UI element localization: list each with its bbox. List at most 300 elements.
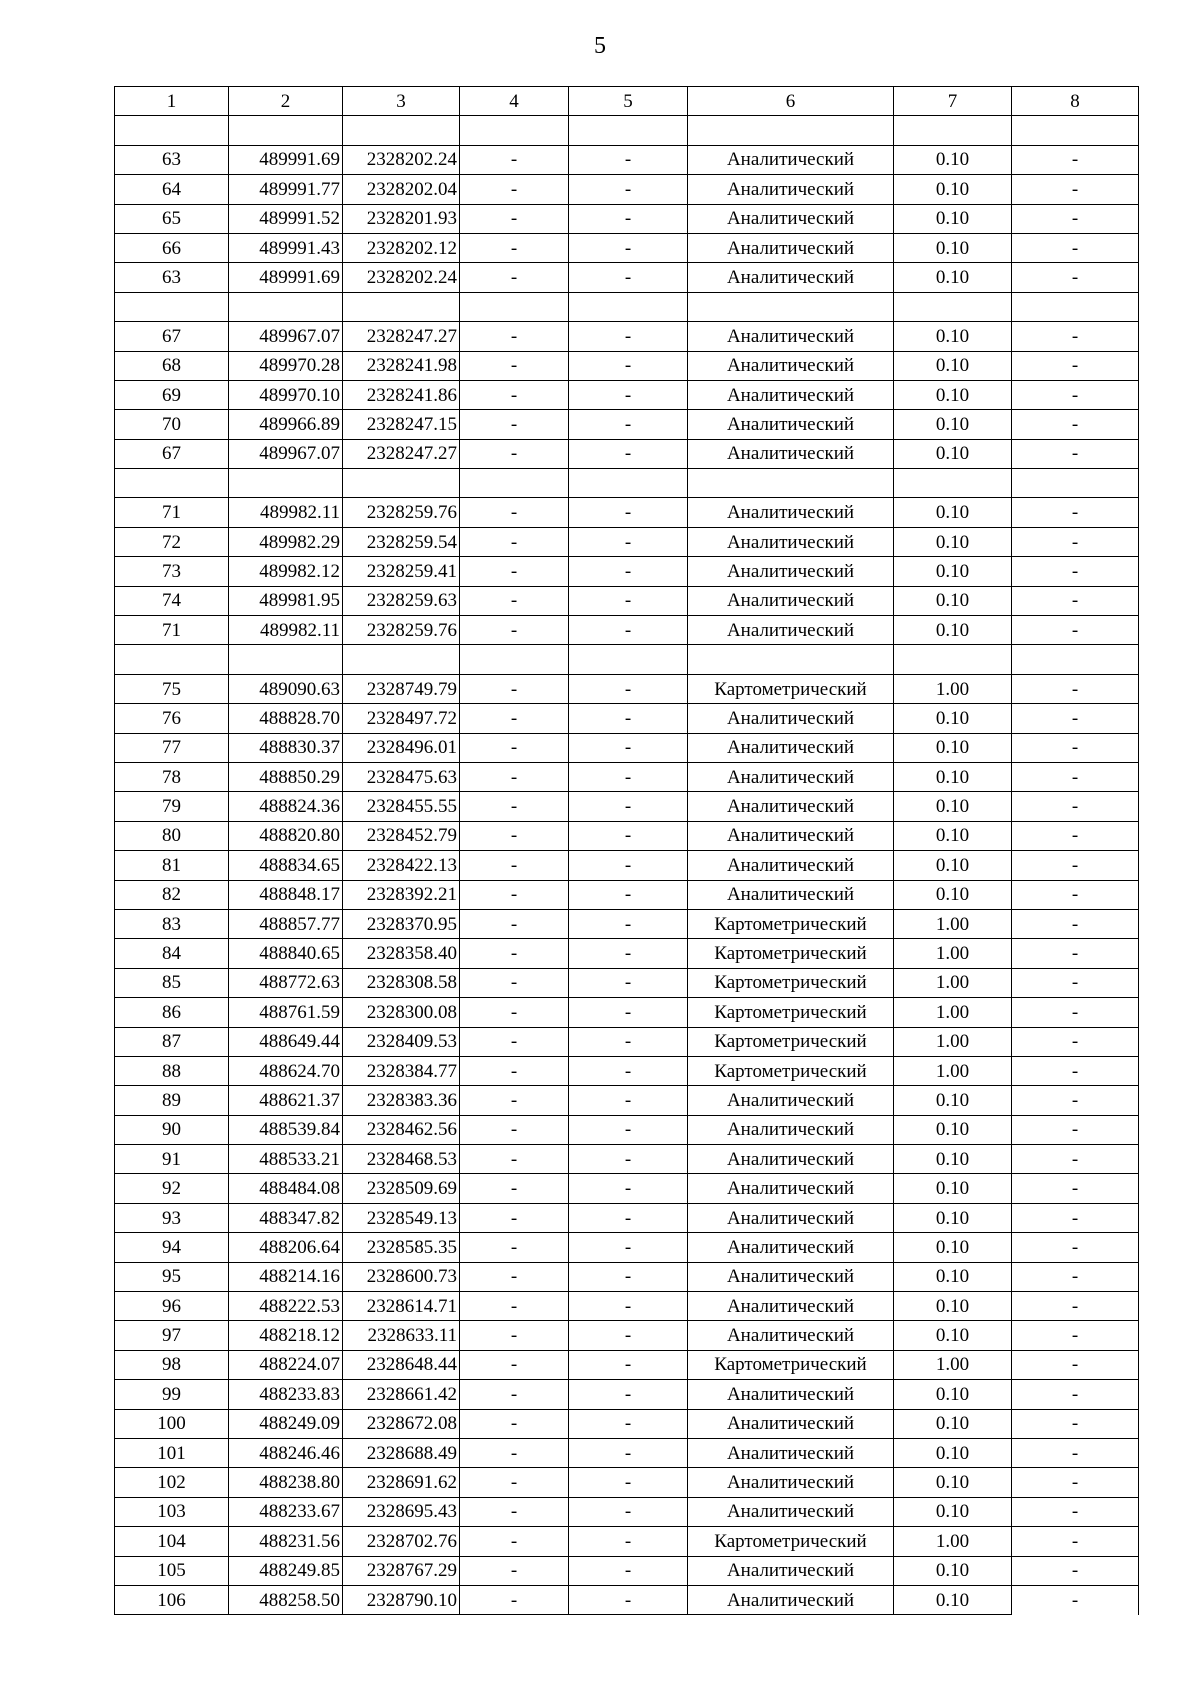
table-cell [115,116,229,145]
table-row [115,263,1139,292]
table-cell: 2328259.41 [343,557,460,586]
table-cell: 489991.52 [229,204,343,233]
table-cell [688,116,894,145]
table-row [115,204,1139,233]
table-cell [460,116,569,145]
table-cell: 488238.80 [229,1468,343,1497]
table-cell: 0.10 [894,233,1012,262]
table-cell: 0.10 [894,1233,1012,1262]
table-cell: 0.10 [894,175,1012,204]
table-cell: Аналитический [688,1321,894,1350]
table-cell: - [569,586,688,615]
table-row [115,704,1139,733]
table-row [115,1527,1139,1556]
table-cell: 100 [115,1409,229,1438]
table-row [115,439,1139,468]
table-row [115,1233,1139,1262]
table-row [115,1145,1139,1174]
table-cell: 489991.69 [229,145,343,174]
table-row [115,586,1139,615]
table-cell: - [460,263,569,292]
table-cell: 488624.70 [229,1056,343,1085]
table-cell: - [460,821,569,850]
table-cell: Аналитический [688,1468,894,1497]
table-cell: 2328767.29 [343,1556,460,1585]
table-cell: - [1012,1292,1139,1321]
table-cell: - [1012,1438,1139,1467]
table-cell: - [569,175,688,204]
table-cell: 97 [115,1321,229,1350]
table-row [115,351,1139,380]
column-header: 8 [1012,87,1139,116]
table-cell: - [1012,1262,1139,1291]
table-cell [115,645,229,674]
table-cell: 489970.10 [229,380,343,409]
table-cell: 63 [115,263,229,292]
column-header: 3 [343,87,460,116]
table-cell: 1.00 [894,1527,1012,1556]
table-cell: - [569,204,688,233]
table-cell: 1.00 [894,939,1012,968]
table-cell: 488214.16 [229,1262,343,1291]
table-cell: Аналитический [688,410,894,439]
table-cell: 101 [115,1438,229,1467]
table-cell: 0.10 [894,1174,1012,1203]
table-cell: Аналитический [688,1233,894,1262]
table-cell: - [460,674,569,703]
table-cell [115,469,229,498]
table-cell: 488246.46 [229,1438,343,1467]
table-cell: - [460,1262,569,1291]
column-header: 2 [229,87,343,116]
table-cell: 96 [115,1292,229,1321]
table-cell [1012,645,1139,674]
table-cell: 2328688.49 [343,1438,460,1467]
table-cell: - [1012,1203,1139,1232]
table-cell: 71 [115,498,229,527]
table-cell [1012,116,1139,145]
table-row [115,733,1139,762]
table-cell: 68 [115,351,229,380]
table-cell: - [460,322,569,351]
table-cell: - [569,909,688,938]
table-cell: Аналитический [688,1497,894,1526]
table-cell: Аналитический [688,821,894,850]
table-cell: 0.10 [894,1380,1012,1409]
table-row [115,498,1139,527]
table-cell: - [460,939,569,968]
table-cell: 1.00 [894,998,1012,1027]
table-cell: - [1012,410,1139,439]
table-cell: - [1012,1350,1139,1379]
table-cell: 0.10 [894,1556,1012,1585]
table-cell: - [460,1468,569,1497]
table-cell: - [569,351,688,380]
table-cell: - [569,733,688,762]
table-cell: Картометрический [688,1027,894,1056]
table-cell: - [1012,1585,1139,1614]
table-cell: Аналитический [688,233,894,262]
table-cell: 83 [115,909,229,938]
table-cell: - [569,1497,688,1526]
table-cell: 0.10 [894,527,1012,556]
table-cell: 105 [115,1556,229,1585]
table-row [115,821,1139,850]
table-row [115,410,1139,439]
table-cell: 74 [115,586,229,615]
table-cell: 2328509.69 [343,1174,460,1203]
table-cell: 488233.83 [229,1380,343,1409]
table-cell: 2328358.40 [343,939,460,968]
table-cell: - [460,351,569,380]
table-cell: 0.10 [894,1438,1012,1467]
table-cell: - [460,1203,569,1232]
table-row [115,175,1139,204]
table-cell: - [569,1262,688,1291]
table-cell: - [569,557,688,586]
table-row [115,1321,1139,1350]
table-cell: - [569,1056,688,1085]
table-cell: 2328247.27 [343,439,460,468]
column-header: 4 [460,87,569,116]
table-cell: 2328422.13 [343,851,460,880]
table-cell: 2328247.27 [343,322,460,351]
table-cell: 0.10 [894,1585,1012,1614]
table-cell [688,292,894,321]
table-cell [229,645,343,674]
table-cell: - [1012,439,1139,468]
table-cell: - [569,1556,688,1585]
table-cell: - [1012,586,1139,615]
table-cell: 1.00 [894,1350,1012,1379]
table-cell: - [1012,968,1139,997]
column-header: 7 [894,87,1012,116]
table-cell: Аналитический [688,1409,894,1438]
table-cell: - [569,1027,688,1056]
table-cell: - [569,968,688,997]
table-cell [569,645,688,674]
table-cell: - [1012,322,1139,351]
table-cell: - [1012,1468,1139,1497]
table-cell: Картометрический [688,968,894,997]
table-cell: 488218.12 [229,1321,343,1350]
table-cell [343,292,460,321]
table-cell: Картометрический [688,998,894,1027]
table-row [115,1409,1139,1438]
table-cell: 2328202.24 [343,145,460,174]
table-cell: 489982.29 [229,527,343,556]
table-cell: 0.10 [894,1292,1012,1321]
table-cell: - [460,616,569,645]
table-cell: 2328452.79 [343,821,460,850]
table-cell: 82 [115,880,229,909]
table-cell: 488258.50 [229,1585,343,1614]
table-cell: - [1012,1145,1139,1174]
table-row-empty [115,292,1139,321]
table-cell: - [460,175,569,204]
table-cell: - [460,586,569,615]
table-cell: 70 [115,410,229,439]
table-cell: - [569,1380,688,1409]
table-cell: - [1012,204,1139,233]
column-header: 1 [115,87,229,116]
table-row [115,762,1139,791]
table-cell: 488347.82 [229,1203,343,1232]
table-cell: - [460,1086,569,1115]
table-cell: - [1012,616,1139,645]
table-cell: Аналитический [688,792,894,821]
table-cell: - [1012,145,1139,174]
table-row [115,1438,1139,1467]
table-cell: Картометрический [688,939,894,968]
table-row [115,322,1139,351]
table-row [115,1556,1139,1585]
table-cell: 488830.37 [229,733,343,762]
table-cell: - [460,880,569,909]
table-cell: 0.10 [894,762,1012,791]
table-cell: 86 [115,998,229,1027]
table-cell: - [1012,557,1139,586]
table-cell: Аналитический [688,380,894,409]
table-cell: Аналитический [688,1174,894,1203]
table-cell [688,645,894,674]
table-cell: 79 [115,792,229,821]
table-cell: - [460,1115,569,1144]
table-row [115,1262,1139,1291]
table-cell: 2328549.13 [343,1203,460,1232]
table-cell: 0.10 [894,380,1012,409]
table-cell: Аналитический [688,439,894,468]
table-cell: 2328702.76 [343,1527,460,1556]
coordinates-table [114,86,1139,1615]
table-cell: - [569,792,688,821]
table-cell: 2328695.43 [343,1497,460,1526]
table-row [115,1585,1139,1614]
table-cell: Аналитический [688,175,894,204]
table-cell: - [460,909,569,938]
table-cell [894,292,1012,321]
table-row [115,1380,1139,1409]
table-cell: 63 [115,145,229,174]
table-cell: 0.10 [894,704,1012,733]
table-cell: - [460,1585,569,1614]
table-cell: 1.00 [894,968,1012,997]
table-cell: 2328600.73 [343,1262,460,1291]
table-cell: Аналитический [688,1585,894,1614]
table-row [115,1174,1139,1203]
table-cell: 0.10 [894,322,1012,351]
table-cell [115,292,229,321]
table-cell: - [569,762,688,791]
table-cell: - [569,1086,688,1115]
table-cell: - [569,145,688,174]
table-cell [460,292,569,321]
table-cell: 488222.53 [229,1292,343,1321]
table-cell: - [569,1409,688,1438]
table-cell: - [460,527,569,556]
table-cell: 0.10 [894,821,1012,850]
table-cell: - [569,410,688,439]
table-cell: 2328661.42 [343,1380,460,1409]
table-cell: 0.10 [894,1409,1012,1438]
table-cell: 489090.63 [229,674,343,703]
table-row [115,968,1139,997]
table-cell: 2328247.15 [343,410,460,439]
table-cell: - [460,557,569,586]
table-cell: 0.10 [894,263,1012,292]
table-cell: - [460,145,569,174]
table-cell: - [1012,1233,1139,1262]
table-cell: 2328585.35 [343,1233,460,1262]
table-cell: Аналитический [688,762,894,791]
table-cell: Аналитический [688,733,894,762]
table-cell: - [460,1292,569,1321]
table-cell: 91 [115,1145,229,1174]
table-cell: 0.10 [894,616,1012,645]
table-cell: - [569,322,688,351]
table-cell: 488484.08 [229,1174,343,1203]
table-cell: 2328691.62 [343,1468,460,1497]
table-cell: Аналитический [688,204,894,233]
table-cell: 489982.11 [229,616,343,645]
table-cell: - [1012,1115,1139,1144]
table-cell: - [1012,821,1139,850]
table-cell: 489991.43 [229,233,343,262]
table-cell: - [1012,733,1139,762]
table-cell: Картометрический [688,1350,894,1379]
table-cell: - [1012,498,1139,527]
table-cell: Картометрический [688,674,894,703]
table-cell: - [460,1556,569,1585]
table-cell: 0.10 [894,792,1012,821]
table-cell: 2328648.44 [343,1350,460,1379]
table-cell: 87 [115,1027,229,1056]
table-row [115,1497,1139,1526]
table-cell: - [569,1233,688,1262]
table-cell: - [1012,351,1139,380]
table-cell: - [460,1350,569,1379]
table-cell: - [569,1321,688,1350]
table-cell: - [1012,762,1139,791]
table-cell: - [1012,1380,1139,1409]
table-cell: - [569,498,688,527]
table-cell: - [1012,233,1139,262]
table-cell: 489970.28 [229,351,343,380]
table-row [115,1468,1139,1497]
table-cell: 92 [115,1174,229,1203]
table-cell: - [569,674,688,703]
table-row [115,1203,1139,1232]
table-cell: 76 [115,704,229,733]
table-cell: 2328259.76 [343,616,460,645]
table-cell: - [460,998,569,1027]
table-cell: 2328468.53 [343,1145,460,1174]
table-row [115,145,1139,174]
table-cell: 489982.11 [229,498,343,527]
table-cell: 2328392.21 [343,880,460,909]
table-cell: 67 [115,322,229,351]
table-cell: 84 [115,939,229,968]
table-cell: 2328259.63 [343,586,460,615]
table-cell: 488233.67 [229,1497,343,1526]
table-cell: 75 [115,674,229,703]
table-row [115,1056,1139,1085]
table-row [115,557,1139,586]
table-cell: - [1012,1409,1139,1438]
table-cell: - [1012,1527,1139,1556]
table-cell: - [460,1174,569,1203]
table-cell: 1.00 [894,1056,1012,1085]
table-cell: 2328497.72 [343,704,460,733]
table-cell [343,645,460,674]
table-cell: 64 [115,175,229,204]
table-cell: 2328790.10 [343,1585,460,1614]
table-cell: 2328241.86 [343,380,460,409]
table-cell: - [569,1585,688,1614]
table-cell: 488840.65 [229,939,343,968]
table-cell: 488249.09 [229,1409,343,1438]
table-cell: Аналитический [688,263,894,292]
table-cell: - [569,1174,688,1203]
table-cell: 0.10 [894,1262,1012,1291]
column-header: 5 [569,87,688,116]
table-cell: 2328496.01 [343,733,460,762]
table-cell: Картометрический [688,1527,894,1556]
table-cell: 90 [115,1115,229,1144]
table-cell: - [1012,380,1139,409]
table-cell: 488761.59 [229,998,343,1027]
table-cell: Аналитический [688,1262,894,1291]
table-cell [460,645,569,674]
table-cell: 0.10 [894,1086,1012,1115]
table-cell [688,469,894,498]
table-cell: 0.10 [894,145,1012,174]
table-row [115,939,1139,968]
table-cell: - [1012,792,1139,821]
table-cell: - [1012,1321,1139,1350]
table-cell: - [460,1497,569,1526]
table-cell: Аналитический [688,498,894,527]
table-cell: - [460,204,569,233]
table-cell: 88 [115,1056,229,1085]
table-cell: 488621.37 [229,1086,343,1115]
table-cell: 488834.65 [229,851,343,880]
table-cell: Картометрический [688,1056,894,1085]
table-cell [229,292,343,321]
table-cell: - [569,851,688,880]
table-row-empty [115,469,1139,498]
table-cell: Аналитический [688,557,894,586]
table-cell: 488828.70 [229,704,343,733]
table-cell: 2328462.56 [343,1115,460,1144]
table-cell: 72 [115,527,229,556]
table-cell: 2328202.24 [343,263,460,292]
table-row [115,792,1139,821]
table-cell: 2328202.04 [343,175,460,204]
table-cell: - [1012,998,1139,1027]
table-cell: 0.10 [894,880,1012,909]
table-cell [894,645,1012,674]
table-cell: - [1012,851,1139,880]
table-cell: 1.00 [894,1027,1012,1056]
table-cell: - [569,939,688,968]
table-cell: 488820.80 [229,821,343,850]
table-cell: 488231.56 [229,1527,343,1556]
table-cell: 104 [115,1527,229,1556]
table-cell: 99 [115,1380,229,1409]
table-cell: 65 [115,204,229,233]
table-cell: - [460,380,569,409]
